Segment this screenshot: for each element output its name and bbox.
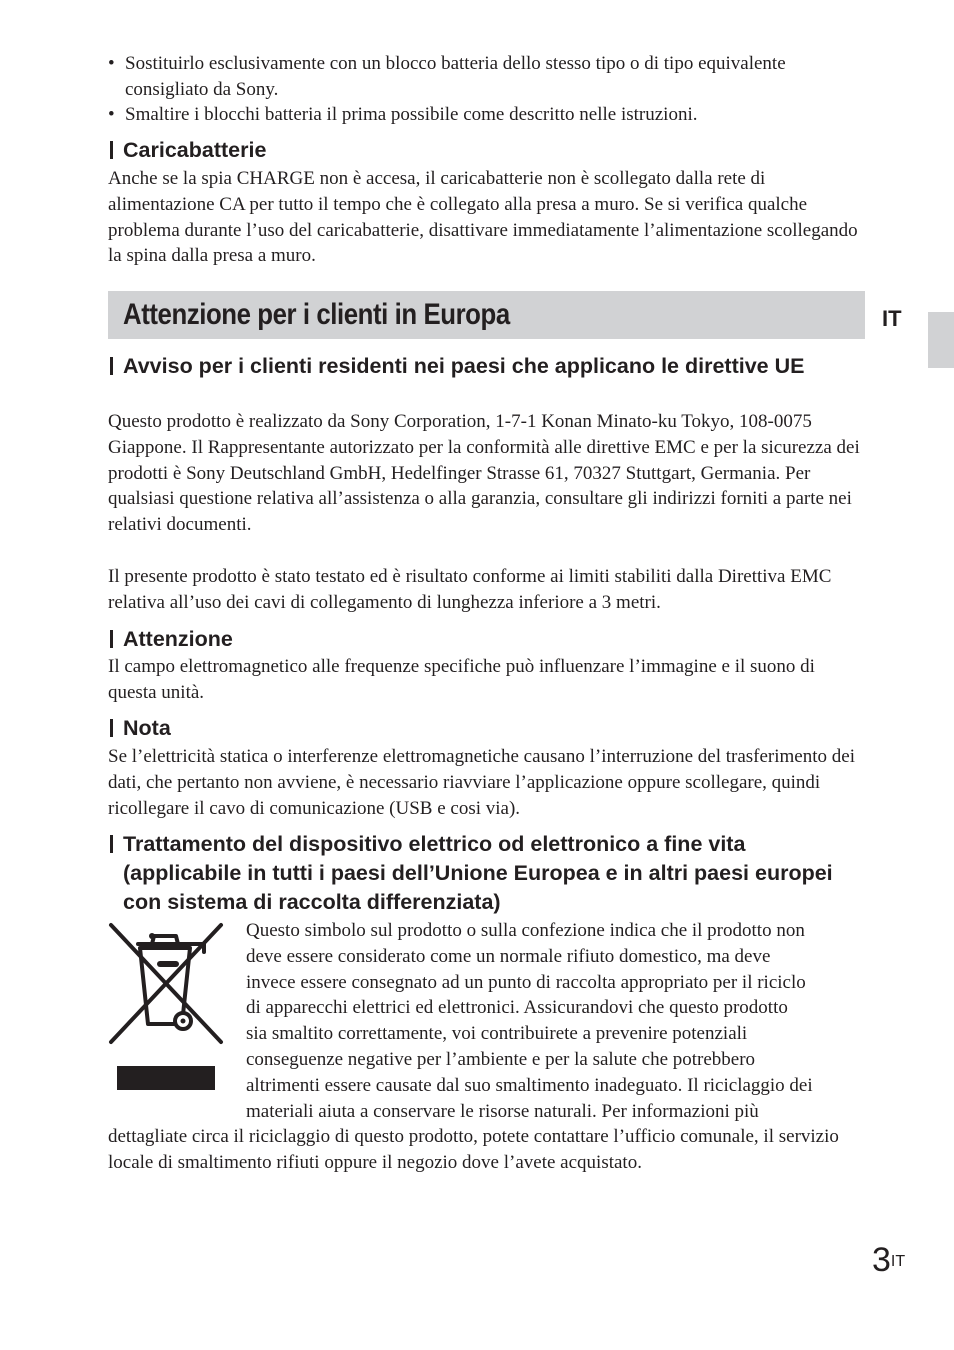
text-line: deve essere considerato come un normale rifiuto domestico, ma deve	[246, 945, 771, 967]
heading-text: Nota	[123, 716, 171, 740]
attention-paragraph: Il campo elettromagnetico alle frequenze specifiche può influenzare l’immagine e il suono di questa unità.	[108, 656, 815, 703]
page-number	[872, 1240, 905, 1280]
bullet-mark: •	[108, 104, 115, 125]
text-line: sia smaltito correttamente, voi contribuirete a prevenire potenziali	[246, 1023, 748, 1045]
heading-text: Trattamento del dispositivo elettrico od elettronico a fine vita (applicabile in tutti i paesi dell’Unione Europea e in altri paesi europei con sistema di raccolta differenziata)	[123, 832, 833, 914]
text-line: materiali aiuta a conservare le risorse naturali. Per informazioni più	[246, 1100, 759, 1122]
page-number-digit: 3	[872, 1241, 891, 1279]
text-line: Questo simbolo sul prodotto o sulla confezione indica che il prodotto non	[246, 920, 805, 941]
page-number-suffix: IT	[890, 1253, 906, 1270]
heading-charger	[108, 136, 868, 165]
heading-bar	[110, 719, 113, 737]
charger-paragraph: Anche se la spia CHARGE non è accesa, il caricabatterie non è scollegato dalla rete di alimentazione CA per tutto il tempo che è collegato alla presa a muro. Se si verifica qualche problema durante l’uso del caricabatterie, disattivare immediatamente l’alimentazione scollegando la spina dalla presa a muro.	[108, 168, 858, 267]
heading-note	[108, 714, 868, 743]
side-language-label: IT	[882, 306, 902, 331]
bullet-item	[108, 102, 860, 128]
text-line: di apparecchi elettrici ed elettronici. Assicurandovi che questo prodotto	[246, 997, 788, 1019]
heading-text: Attenzione	[123, 627, 233, 651]
heading-text: Avviso per i clienti residenti nei paesi che applicano le direttive UE	[123, 354, 805, 378]
note-paragraph: Se l’elettricità statica o interferenze elettromagnetiche causano l’interruzione del trasferimento dei dati, che pertanto non avviene, è necessario riavviare l’applicazione oppure scollegare, quindi ricollegare il cavo di comunicazione (USB e cosi via).	[108, 746, 855, 819]
text-line: altrimenti essere causate dal suo smaltimento inadeguato. Il riciclaggio dei	[246, 1074, 813, 1096]
heading-eu-notice	[108, 352, 868, 381]
text-line: conseguenze negative per l’ambiente e per la salute che potrebbero	[246, 1048, 756, 1070]
heading-disposal	[108, 830, 868, 917]
bullet-item	[108, 51, 860, 103]
heading-bar	[110, 835, 113, 853]
side-tab	[928, 312, 954, 368]
heading-text: Caricabatterie	[123, 138, 267, 162]
heading-bar	[110, 357, 113, 375]
heading-bar	[110, 141, 113, 159]
bullet-mark: •	[108, 53, 115, 74]
eu-notice-paragraph-2: Il presente prodotto è stato testato ed è risultato conforme ai limiti stabiliti dalla Direttiva EMC relativa all’uso dei cavi di collegamento di lunghezza inferiore a 3 metri.	[108, 566, 832, 613]
disposal-paragraph-tail: dettagliate circa il riciclaggio di questo prodotto, potete contattare l’ufficio comunale, il servizio locale di smaltimento rifiuti oppure il negozio dove l’avete acquistato.	[108, 1126, 839, 1173]
bullet-text: Sostituirlo esclusivamente con un blocco batteria dello stesso tipo o di tipo equivalente consigliato da Sony.	[125, 53, 786, 100]
disposal-wrapped-text	[246, 918, 866, 1124]
section-banner	[108, 291, 865, 339]
crossed-out-wheelie-bin-icon	[108, 922, 224, 1092]
heading-attention	[108, 625, 868, 654]
heading-bar	[110, 630, 113, 648]
text-line: invece essere consegnato ad un punto di raccolta appropriato per il riciclo	[246, 971, 806, 993]
bullet-text: Smaltire i blocchi batteria il prima possibile come descritto nelle istruzioni.	[125, 104, 698, 125]
section-title: Attenzione per i clienti in Europa	[123, 298, 510, 331]
eu-notice-paragraph-1: Questo prodotto è realizzato da Sony Corporation, 1-7-1 Konan Minato-ku Tokyo, 108-0075 Giappone. Il Rappresentante autorizzato per la conformità alle direttive EMC e per la sicurezza dei prodotti è Sony Deutschland GmbH, Hedelfinger Strasse 61, 70327 Stuttgart, Germania. Per qualsiasi questione relativa all’assistenza o alla garanzia, consultare gli indirizzi forniti a parte nei relativi documenti.	[108, 411, 860, 536]
